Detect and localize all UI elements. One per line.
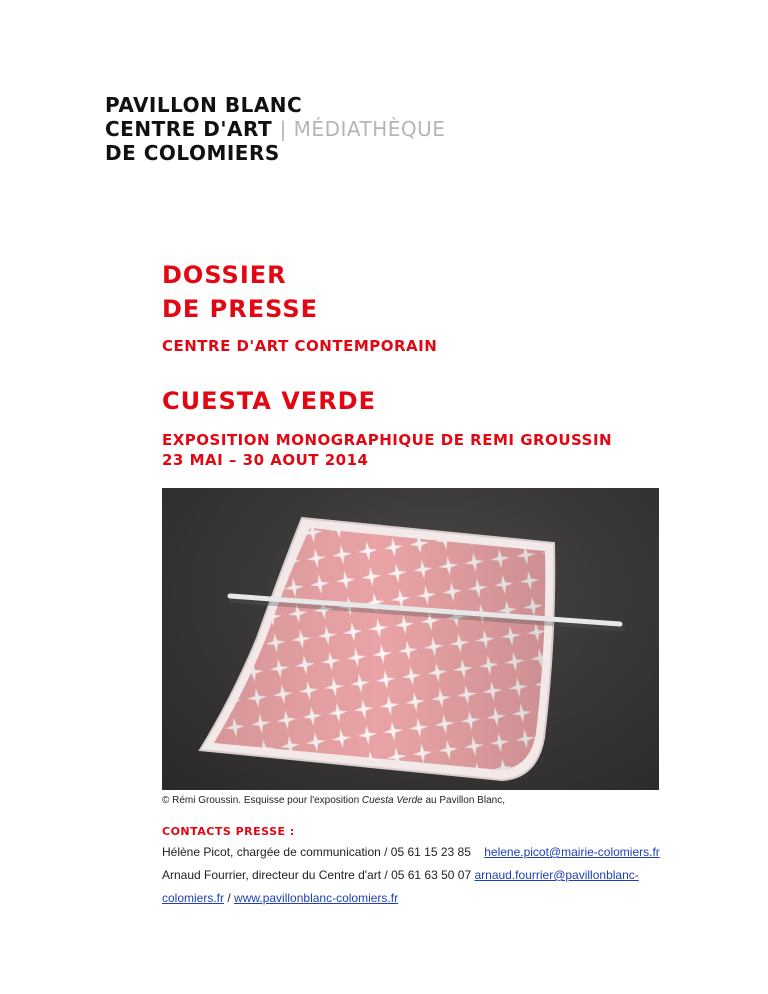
photo-caption [162, 795, 505, 806]
contact-line-2 [162, 868, 639, 882]
title-block [162, 258, 612, 470]
contact-separator: / [224, 891, 235, 905]
institution-logo [105, 93, 445, 165]
logo-separator: | [279, 117, 294, 141]
caption-title: Cuesta Verde [361, 795, 423, 806]
contact-2-info: Arnaud Fourrier, directeur du Centre d'art / 05 61 63 50 07 [162, 868, 472, 882]
contact-1-info: Hélène Picot, chargée de communication / 05 61 15 23 85 [162, 845, 471, 859]
logo-line-2 [105, 117, 445, 141]
website-link[interactable]: www.pavillonblanc-colomiers.fr [234, 891, 399, 905]
contact-line-3 [162, 891, 398, 905]
exhibition-title: CUESTA VERDE [162, 387, 376, 415]
email-link-arnaud-part2[interactable]: colomiers.fr [162, 891, 225, 905]
dossier-subtitle: CENTRE D'ART CONTEMPORAIN [162, 337, 438, 355]
logo-mediatheque: MÉDIATHÈQUE [293, 117, 446, 141]
exhibition-subtitle: EXPOSITION MONOGRAPHIQUE DE REMI GROUSSIN [162, 431, 613, 449]
email-link-arnaud-part1[interactable]: arnaud.fourrier@pavillonblanc- [474, 868, 639, 882]
logo-centre-art: CENTRE D'ART [105, 117, 280, 141]
dossier-title-1: DOSSIER [162, 261, 287, 289]
logo-line-3: DE COLOMIERS [105, 141, 280, 165]
artwork-illustration [162, 488, 659, 790]
email-link-helene[interactable]: helene.picot@mairie-colomiers.fr [484, 845, 660, 859]
contacts-heading: CONTACTS PRESSE : [162, 825, 295, 838]
caption-suffix: au Pavillon Blanc, [422, 795, 505, 806]
logo-line-1: PAVILLON BLANC [105, 93, 303, 117]
dossier-title-2: DE PRESSE [162, 295, 319, 323]
caption-text: © Rémi Groussin. Esquisse pour l'exposition [162, 795, 362, 806]
contact-line-1 [162, 845, 660, 859]
artwork-photo [162, 488, 659, 790]
exhibition-dates: 23 MAI – 30 AOUT 2014 [162, 451, 369, 469]
